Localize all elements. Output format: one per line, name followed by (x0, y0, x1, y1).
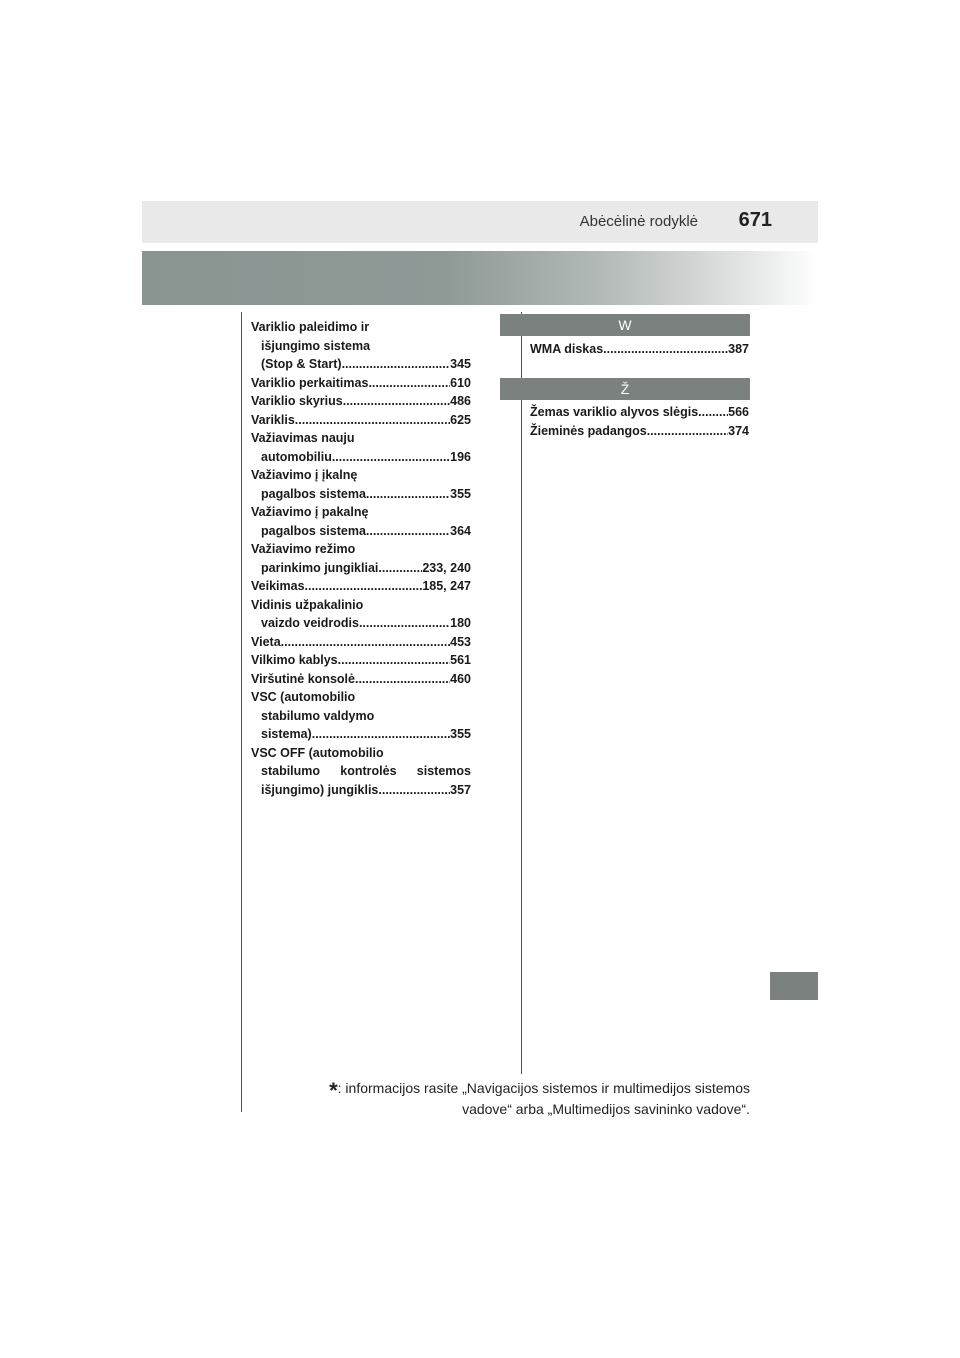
entry-term: Žieminės padangos (530, 423, 647, 438)
left-margin-rule (241, 312, 242, 1112)
entry-term: Viršutinė konsolė (251, 671, 355, 686)
section-header-z: Ž (500, 378, 750, 400)
entry-term: Vilkimo kablys (251, 653, 338, 667)
entry-leader-line (251, 651, 471, 670)
entry-term: pagalbos sistema (261, 523, 366, 538)
header-bar (142, 201, 818, 243)
dot-leader (343, 392, 450, 411)
dot-leader (312, 725, 450, 744)
entry-leader-line (251, 392, 471, 411)
section-z-entries (530, 403, 749, 440)
entry-leader-line (251, 725, 471, 744)
dot-leader (295, 411, 450, 430)
index-entry (251, 744, 471, 800)
dot-leader (305, 577, 423, 596)
entry-leader-line (251, 614, 471, 633)
entry-leader-line (251, 374, 471, 393)
entry-leader-line (251, 670, 471, 689)
index-entry (251, 392, 471, 411)
index-entry (251, 540, 471, 577)
entry-page: 180 (450, 616, 471, 630)
entry-term: Veikimas (251, 579, 305, 593)
index-entry (251, 688, 471, 744)
entry-term: WMA diskas (530, 342, 604, 356)
entry-page: 355 (450, 486, 471, 501)
footnote-text: : informacijos rasite „Navigacijos sistemos ir multimedijos sistemos vadove“ arba „Multimedijos savininko vadove“. (337, 1080, 750, 1117)
section-header-w: W (500, 314, 750, 336)
entry-term: išjungimo) jungiklis (261, 782, 379, 797)
entry-leader-line (251, 485, 471, 504)
footnote (285, 1079, 750, 1119)
entry-line: Važiavimo į pakalnę (251, 505, 369, 519)
index-entry (251, 670, 471, 689)
entry-page: 486 (450, 394, 471, 408)
entry-line: Važiavimo į įkalnę (251, 468, 358, 482)
entry-leader-line (251, 577, 471, 596)
entry-page: 374 (728, 423, 749, 438)
entry-term: Variklis (251, 412, 295, 427)
index-entry (530, 403, 749, 422)
entry-term: Vieta (251, 634, 281, 649)
page-number: 671 (738, 209, 772, 231)
entry-term: vaizdo veidrodis (261, 616, 359, 630)
entry-line: Važiavimas nauju (251, 431, 355, 445)
entry-page: 357 (450, 782, 471, 797)
dot-leader (647, 422, 728, 441)
dot-leader (332, 448, 450, 467)
dot-leader (359, 614, 450, 633)
entry-term: sistema) (261, 727, 312, 741)
entry-page: 610 (450, 375, 471, 390)
index-entry (251, 466, 471, 503)
entry-line: išjungimo sistema (261, 338, 371, 353)
entry-page: 460 (450, 671, 471, 686)
index-entry (251, 596, 471, 633)
entry-leader-line (251, 411, 471, 430)
entry-page: 196 (450, 449, 471, 464)
entry-term: automobiliu (261, 449, 332, 464)
entry-leader-line (251, 355, 471, 374)
entry-page: 364 (450, 523, 471, 538)
entry-line: stabilumo valdymo (261, 708, 375, 723)
section-title: Abėcėlinė rodyklė (579, 213, 698, 230)
index-entry (251, 503, 471, 540)
entry-line: stabilumo kontrolės sistemos (261, 764, 471, 778)
entry-term: (Stop & Start) (261, 357, 342, 371)
column-divider (521, 312, 522, 1074)
dot-leader (378, 559, 422, 578)
dot-leader (366, 522, 450, 541)
chapter-tab (770, 972, 818, 1000)
decorative-banner (142, 251, 818, 305)
entry-page: 345 (450, 357, 471, 371)
entry-leader-line (251, 633, 471, 652)
entry-term: Žemas variklio alyvos slėgis (530, 405, 699, 419)
dot-leader (698, 403, 728, 422)
dot-leader (342, 355, 451, 374)
dot-leader (281, 633, 450, 652)
footnote-marker: * (329, 1078, 338, 1103)
entry-page: 185, 247 (422, 579, 471, 593)
entry-term: Variklio perkaitimas (251, 375, 369, 390)
entry-page: 566 (728, 405, 749, 419)
entry-leader-line (251, 448, 471, 467)
index-entry (251, 429, 471, 466)
index-entry (530, 422, 749, 441)
entry-page: 625 (450, 412, 471, 427)
entry-line: Vidinis užpakalinio (251, 597, 364, 612)
entry-page: 387 (728, 342, 749, 356)
entry-line: VSC OFF (automobilio (251, 745, 384, 760)
dot-leader (603, 340, 728, 359)
index-entry (530, 340, 749, 359)
dot-leader (366, 485, 450, 504)
entry-term: parinkimo jungikliai (261, 560, 379, 575)
entry-line: VSC (automobilio (251, 690, 356, 704)
section-w-entries (530, 340, 749, 359)
dot-leader (338, 651, 451, 670)
index-entry (251, 318, 471, 374)
dot-leader (368, 374, 450, 393)
entry-term: pagalbos sistema (261, 486, 366, 501)
entry-page: 233, 240 (422, 560, 471, 575)
index-entry (251, 651, 471, 670)
index-entry (251, 411, 471, 430)
entry-line: Važiavimo režimo (251, 542, 356, 556)
entry-page: 355 (450, 727, 471, 741)
dot-leader (355, 670, 450, 689)
entry-leader-line (251, 522, 471, 541)
entry-page: 561 (450, 653, 471, 667)
dot-leader (378, 781, 450, 800)
index-entry (251, 374, 471, 393)
entry-leader-line (251, 781, 471, 800)
index-entry (251, 633, 471, 652)
index-entry (251, 577, 471, 596)
entry-leader-line (251, 559, 471, 578)
entry-term: Variklio skyrius (251, 394, 343, 408)
left-index-column (251, 318, 471, 799)
entry-page: 453 (450, 634, 471, 649)
entry-line: Variklio paleidimo ir (251, 320, 370, 334)
